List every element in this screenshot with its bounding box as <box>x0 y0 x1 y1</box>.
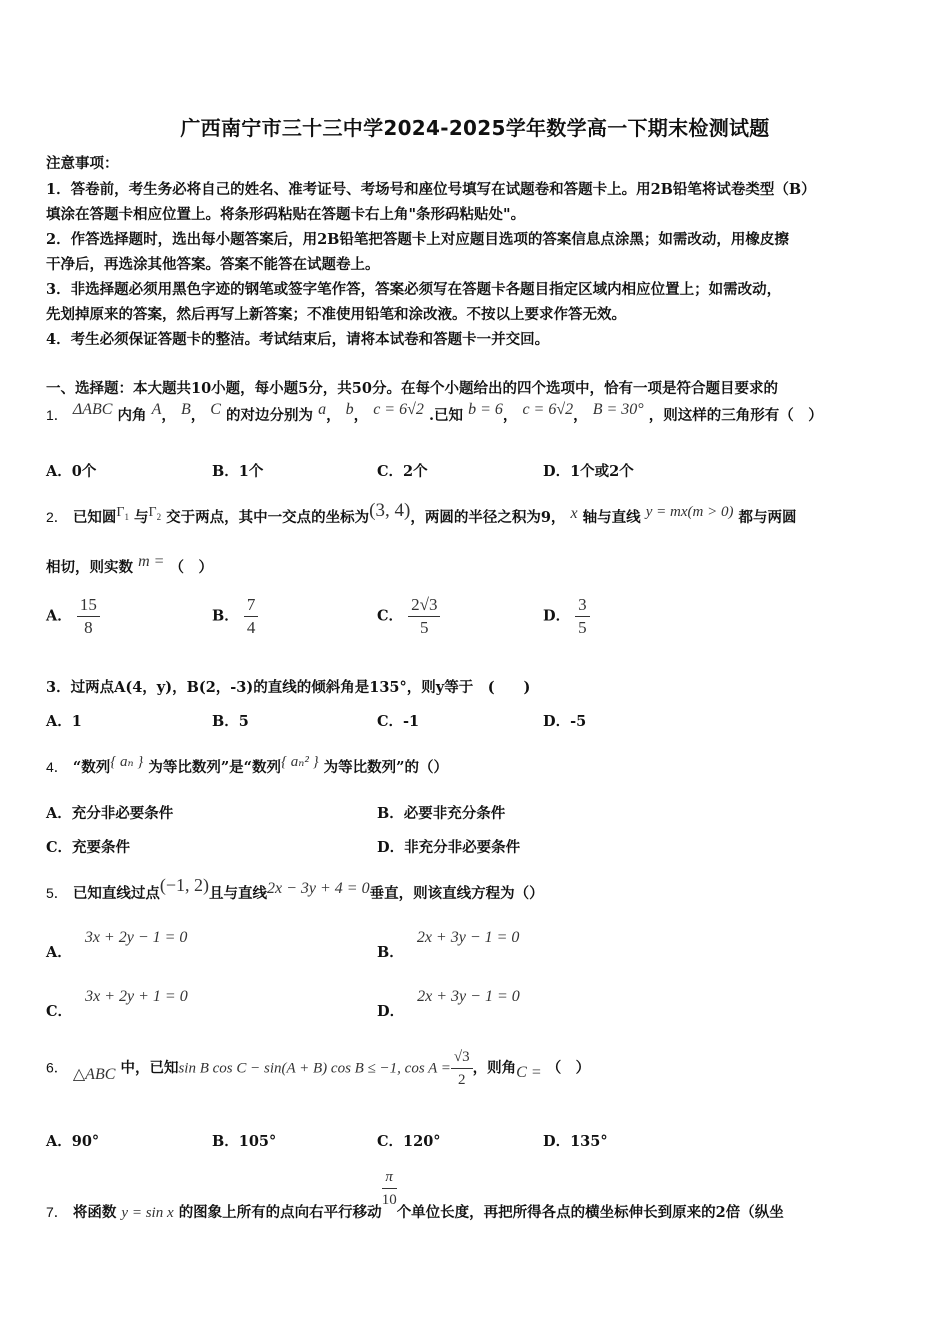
denominator: 5 <box>420 618 429 637</box>
question-4 <box>46 756 448 777</box>
q4-option-a[interactable]: A．充分非必要条件 <box>46 805 174 822</box>
comma: ， <box>190 407 206 424</box>
q3-option-a[interactable]: A．1 <box>46 713 82 730</box>
q2-text: 与 <box>134 509 149 526</box>
q2-text: （ ） <box>169 559 213 576</box>
q1-text: 的对边分别为 <box>226 407 314 424</box>
math-c-value: c = 6√2 <box>522 401 574 418</box>
q2-text: 轴与直线 <box>582 509 641 526</box>
option-equation: 3x + 2y + 1 = 0 <box>85 988 188 1005</box>
question-number: 2． <box>46 509 68 525</box>
q6-option-a[interactable]: A．90° <box>46 1133 100 1150</box>
q1-text: .已知 <box>428 407 464 424</box>
math-triangle: △ABC <box>72 1065 116 1083</box>
q6-option-d[interactable]: D．135° <box>543 1133 608 1150</box>
option-label: C． <box>377 607 404 625</box>
math-A: A <box>151 401 162 418</box>
comma: ， <box>326 407 341 424</box>
option-label: A． <box>46 607 72 625</box>
q7-text: 将函数 <box>72 1203 117 1221</box>
gamma-symbol: Γ <box>116 505 125 520</box>
q1-option-a[interactable]: A．0个 <box>46 463 97 480</box>
gamma-symbol: Γ <box>148 505 157 520</box>
math-seq-an: { aₙ } <box>110 754 144 770</box>
numerator: 7 <box>244 594 259 617</box>
q5-text: 已知直线过点 <box>72 885 160 902</box>
question-1 <box>46 401 823 425</box>
q5-text: 垂直，则该直线方程为（） <box>369 885 544 902</box>
q4-option-d[interactable]: D．非充分非必要条件 <box>377 839 521 856</box>
option-equation: 2x + 3y − 1 = 0 <box>417 988 520 1005</box>
question-7 <box>46 1166 784 1221</box>
question-2 <box>46 500 797 528</box>
question-number: 6． <box>46 1059 68 1076</box>
q2-option-a[interactable] <box>46 594 100 639</box>
q5-option-b[interactable] <box>377 926 520 961</box>
q6-text: （ ） <box>546 1059 591 1077</box>
question-number: 5． <box>46 885 68 901</box>
math-c: c = 6√2 <box>373 401 424 418</box>
math-seq-an-squared: { aₙ² } <box>281 754 319 770</box>
notice-line: 4．考生必须保证答题卡的整洁。考试结束后，请将本试卷和答题卡一并交回。 <box>46 331 550 348</box>
numerator: 3 <box>575 594 590 617</box>
fraction <box>575 594 590 639</box>
math-function: y = sin x <box>121 1204 174 1221</box>
math-line: 2x − 3y + 4 = 0 <box>267 880 370 897</box>
q1-text: ，则这样的三角形有（ ） <box>648 407 823 424</box>
denominator: 2 <box>458 1072 466 1088</box>
q1-option-c[interactable]: C．2个 <box>377 463 428 480</box>
q4-option-c[interactable]: C．充要条件 <box>46 839 131 856</box>
fraction <box>77 594 100 639</box>
denominator: 10 <box>381 1192 397 1208</box>
notice-line: 干净后，再选涂其他答案。答案不能答在试题卷上。 <box>46 256 380 273</box>
q1-text: 内角 <box>117 407 147 424</box>
q2-option-d[interactable] <box>543 594 590 639</box>
question-6 <box>46 1046 590 1091</box>
math-a: a <box>318 401 327 418</box>
notice-line: 填涂在答题卡相应位置上。将条形码粘贴在答题卡右上角"条形码粘贴处"。 <box>46 206 526 223</box>
q7-text: 个单位长度，再把所得各点的横坐标伸长到原来的2倍（纵坐 <box>396 1203 784 1221</box>
q5-option-a[interactable] <box>46 926 188 961</box>
q5-option-c[interactable] <box>46 985 188 1020</box>
math-C: C <box>210 401 221 418</box>
notice-line: 先划掉原来的答案，然后再写上新答案；不准使用铅笔和涂改液。不按以上要求作答无效。 <box>46 306 626 323</box>
notice-line: 3．非选择题必须用黑色字迹的钢笔或签字笔作答，答案必须写在答题卡各题目指定区域内相应位置上；如需改动， <box>46 281 782 298</box>
option-equation: 3x + 2y − 1 = 0 <box>84 929 188 946</box>
option-label: D． <box>377 1003 405 1020</box>
option-label: C． <box>46 1003 73 1020</box>
math-b-value: b = 6 <box>468 401 503 418</box>
q5-text: 且与直线 <box>209 885 267 902</box>
question-5 <box>46 875 544 903</box>
option-label: A． <box>46 944 72 961</box>
fraction <box>408 594 440 639</box>
math-B: B <box>180 401 191 418</box>
section-heading: 一、选择题：本大题共10小题，每小题5分，共50分。在每个小题给出的四个选项中，恰有一项是符合题目要求的 <box>46 380 778 397</box>
q2-text: 已知圆 <box>72 509 117 526</box>
q6-option-c[interactable]: C．120° <box>377 1133 441 1150</box>
q4-option-b[interactable]: B．必要非充分条件 <box>377 805 506 822</box>
math-B-value: B = 30° <box>592 401 644 418</box>
math-line: y = mx(m > 0) <box>645 504 734 520</box>
q6-text: ，则角 <box>472 1059 517 1077</box>
denominator: 8 <box>84 618 93 637</box>
page-title: 广西南宁市三十三中学2024-2025学年数学高一下期末检测试题 <box>180 116 770 140</box>
q6-option-b[interactable]: B．105° <box>212 1133 277 1150</box>
math-point: (3, 4) <box>369 500 411 521</box>
comma: ， <box>502 407 518 424</box>
q4-text: “数列 <box>72 759 111 776</box>
option-equation: 2x + 3y − 1 = 0 <box>416 929 520 946</box>
numerator: 2√3 <box>408 594 440 617</box>
denominator: 4 <box>246 618 256 637</box>
question-3: 3．过两点A(4，y)，B(2，-3)的直线的倾斜角是135°，则y等于 ( ) <box>46 679 531 696</box>
q1-option-b[interactable]: B．1个 <box>212 463 264 480</box>
q6-text: 中，已知 <box>120 1059 179 1077</box>
q2-text: 都与两圆 <box>738 509 797 526</box>
math-condition: sin B cos C − sin(A + B) cos B ≤ −1, cos A = <box>178 1060 451 1077</box>
fraction <box>382 1166 397 1211</box>
q7-text: 的图象上所有的点向右平行移动 <box>178 1203 382 1221</box>
fraction <box>244 594 259 639</box>
numerator: π <box>382 1166 397 1189</box>
numerator: 15 <box>77 594 100 617</box>
question-number: 7． <box>46 1203 68 1220</box>
comma: ， <box>353 407 369 424</box>
q2-text: 交于两点，其中一交点的坐标为 <box>166 509 370 526</box>
comma: ， <box>573 407 588 424</box>
comma: ， <box>161 407 176 424</box>
math-m: m = <box>138 553 165 570</box>
notice-heading: 注意事项： <box>46 155 119 172</box>
q4-text: 为等比数列”是“数列 <box>148 759 282 776</box>
math-gamma-2: $\Gamma_2$ <box>148 505 162 522</box>
option-label: D． <box>543 607 571 625</box>
q4-text: 为等比数列”的（） <box>323 759 449 776</box>
option-label: B． <box>212 607 239 625</box>
q3-option-b[interactable]: B．5 <box>212 713 249 730</box>
option-label: B． <box>377 944 404 961</box>
q2-text: 相切，则实数 <box>46 559 133 576</box>
q2-option-b[interactable] <box>212 594 258 639</box>
math-b: b <box>345 401 354 418</box>
denominator: 5 <box>578 618 587 637</box>
notice-line: 2．作答选择题时，选出每小题答案后，用2B铅笔把答题卡上对应题目选项的答案信息点涂黑；如需改动，用橡皮擦 <box>46 231 789 248</box>
q2-option-c[interactable] <box>377 594 440 639</box>
q2-text: ，两圆的半径之积为9， <box>410 509 566 526</box>
math-gamma-1: $\Gamma_1$ <box>116 505 129 522</box>
numerator: √3 <box>451 1046 473 1069</box>
notice-line: 1．答卷前，考生务必将自己的姓名、准考证号、考场号和座位号填写在试题卷和答题卡上。用2B铅笔将试卷类型（B） <box>46 181 816 198</box>
question-2-continued <box>46 553 213 577</box>
q3-option-c[interactable]: C．-1 <box>377 713 420 730</box>
q3-option-d[interactable]: D．-5 <box>543 713 587 730</box>
question-number: 4． <box>46 759 68 775</box>
math-point: (−1, 2) <box>159 875 209 895</box>
math-C: C = <box>516 1063 542 1081</box>
math-x: x <box>570 505 578 522</box>
q5-option-d[interactable] <box>377 985 520 1020</box>
fraction <box>451 1046 473 1091</box>
question-number: 1． <box>46 407 68 423</box>
math-triangle: ΔABC <box>72 401 113 418</box>
q1-option-d[interactable]: D．1个或2个 <box>543 463 634 480</box>
